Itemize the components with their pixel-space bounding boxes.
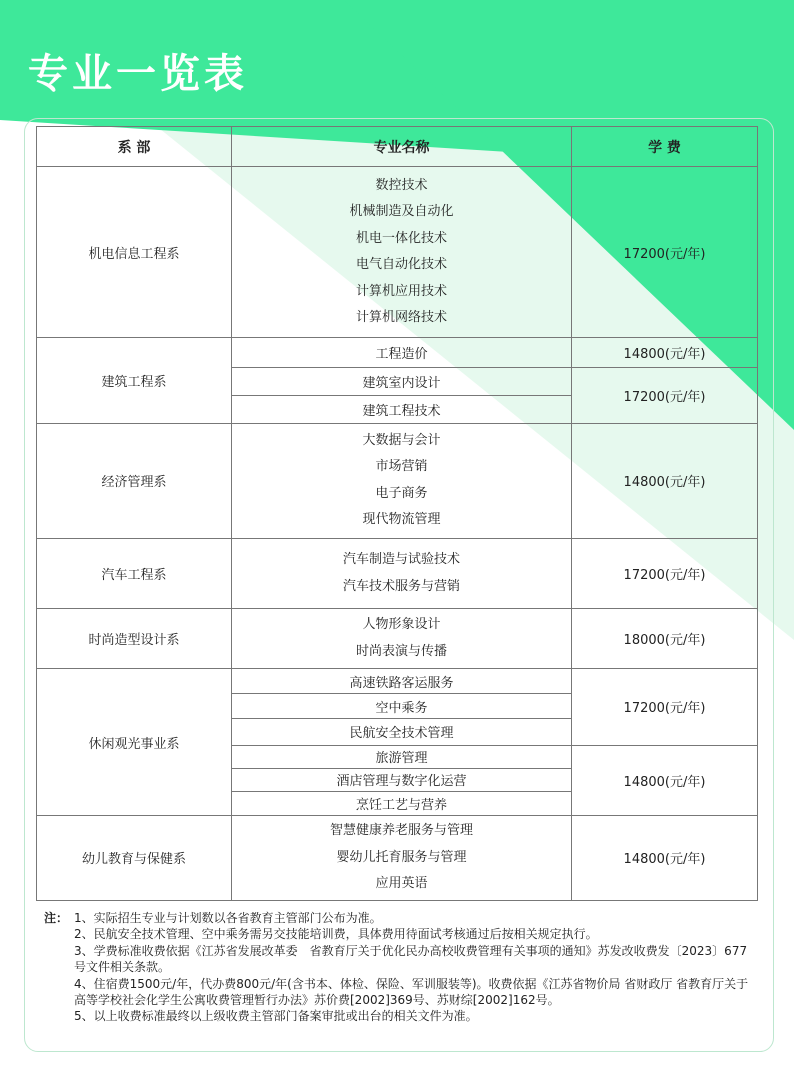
- notes-section: [44, 910, 759, 1025]
- note-text: 2、民航安全技术管理、空中乘务需另交技能培训费，具体费用待面试考核通过后按相关规定执行。: [74, 927, 598, 942]
- major-cell: [232, 538, 572, 608]
- note-item: [44, 926, 759, 942]
- major-name: 计算机应用技术: [355, 283, 447, 299]
- table-row: [37, 669, 758, 694]
- fee-cell: 18000(元/年): [572, 609, 758, 669]
- table-row: [37, 815, 758, 900]
- major-name: 汽车技术服务与营销: [342, 578, 460, 594]
- fee-cell: 14800(元/年): [572, 423, 758, 538]
- department-cell: 经济管理系: [37, 423, 232, 538]
- note-text: 3、学费标准收费依据《江苏省发展改革委 省教育厅关于优化民办高校收费管理有关事项的通知》苏发改收费发〔2023〕677号文件相关条款。: [74, 943, 748, 975]
- major-cell: 酒店管理与数字化运营: [232, 768, 572, 791]
- major-cell: 旅游管理: [232, 745, 572, 768]
- fee-cell: 14800(元/年): [572, 815, 758, 900]
- major-name: 数控技术: [375, 177, 428, 193]
- department-cell: 建筑工程系: [37, 338, 232, 423]
- major-cell: 民航安全技术管理: [232, 719, 572, 745]
- fee-cell: 17200(元/年): [572, 669, 758, 745]
- major-name: 计算机网络技术: [355, 310, 447, 326]
- majors-table: [36, 126, 758, 901]
- major-cell: 工程造价: [232, 338, 572, 367]
- department-cell: 机电信息工程系: [37, 167, 232, 338]
- table-row: [37, 609, 758, 669]
- major-cell: 烹饪工艺与营养: [232, 791, 572, 815]
- table-row: [37, 423, 758, 538]
- table-row: [37, 167, 758, 338]
- major-cell: [232, 815, 572, 900]
- major-name: 时尚表演与传播: [355, 643, 447, 659]
- fee-cell: 17200(元/年): [572, 538, 758, 608]
- major-name: 现代物流管理: [362, 512, 441, 528]
- fee-cell: 14800(元/年): [572, 338, 758, 367]
- major-name: 大数据与会计: [362, 432, 441, 448]
- major-cell: [232, 609, 572, 669]
- header-fee: 学 费: [572, 127, 758, 167]
- major-name: 智慧健康养老服务与管理: [329, 823, 473, 839]
- note-text: 4、住宿费1500元/年，代办费800元/年(含书本、体检、保险、军训服装等)。收费依据《江苏省物价局 省财政厅 省教育厅关于高等学校社会化学生公寓收费管理暂行办法》苏价费[2002]369号、苏财综[2002]162号。: [74, 976, 749, 1008]
- major-name: 应用英语: [375, 876, 428, 892]
- department-cell: 休闲观光事业系: [37, 669, 232, 815]
- major-cell: 空中乘务: [232, 694, 572, 719]
- page-title: 专业一览表: [28, 51, 248, 97]
- major-name: 汽车制造与试验技术: [342, 552, 460, 568]
- major-name: 市场营销: [375, 459, 428, 475]
- department-cell: 时尚造型设计系: [37, 609, 232, 669]
- note-item: [44, 1008, 759, 1024]
- major-name: 机电一体化技术: [355, 230, 447, 246]
- note-text: 1、实际招生专业与计划数以各省教育主管部门公布为准。: [74, 911, 382, 925]
- note-item: [44, 976, 759, 1009]
- major-cell: 建筑室内设计: [232, 367, 572, 395]
- header-major: 专业名称: [232, 127, 572, 167]
- department-cell: 汽车工程系: [37, 538, 232, 608]
- major-name: 机械制造及自动化: [349, 204, 454, 220]
- major-name: 人物形象设计: [362, 617, 441, 633]
- notes-label: 注：: [44, 911, 69, 925]
- table-row: [37, 538, 758, 608]
- major-cell: [232, 167, 572, 338]
- note-item: [44, 910, 759, 926]
- department-cell: 幼儿教育与保健系: [37, 815, 232, 900]
- table-row: [37, 338, 758, 367]
- major-name: 电子商务: [375, 485, 428, 501]
- fee-cell: 17200(元/年): [572, 167, 758, 338]
- major-cell: 高速铁路客运服务: [232, 669, 572, 694]
- major-cell: [232, 423, 572, 538]
- fee-cell: 17200(元/年): [572, 367, 758, 423]
- table-header-row: [37, 127, 758, 167]
- note-text: 5、以上收费标准最终以上级收费主管部门备案审批或出台的相关文件为准。: [74, 1009, 478, 1024]
- major-cell: 建筑工程技术: [232, 395, 572, 423]
- major-name: 婴幼儿托育服务与管理: [336, 849, 467, 865]
- header-department: 系 部: [37, 127, 232, 167]
- note-item: [44, 943, 759, 976]
- fee-cell: 14800(元/年): [572, 745, 758, 815]
- major-name: 电气自动化技术: [355, 257, 447, 273]
